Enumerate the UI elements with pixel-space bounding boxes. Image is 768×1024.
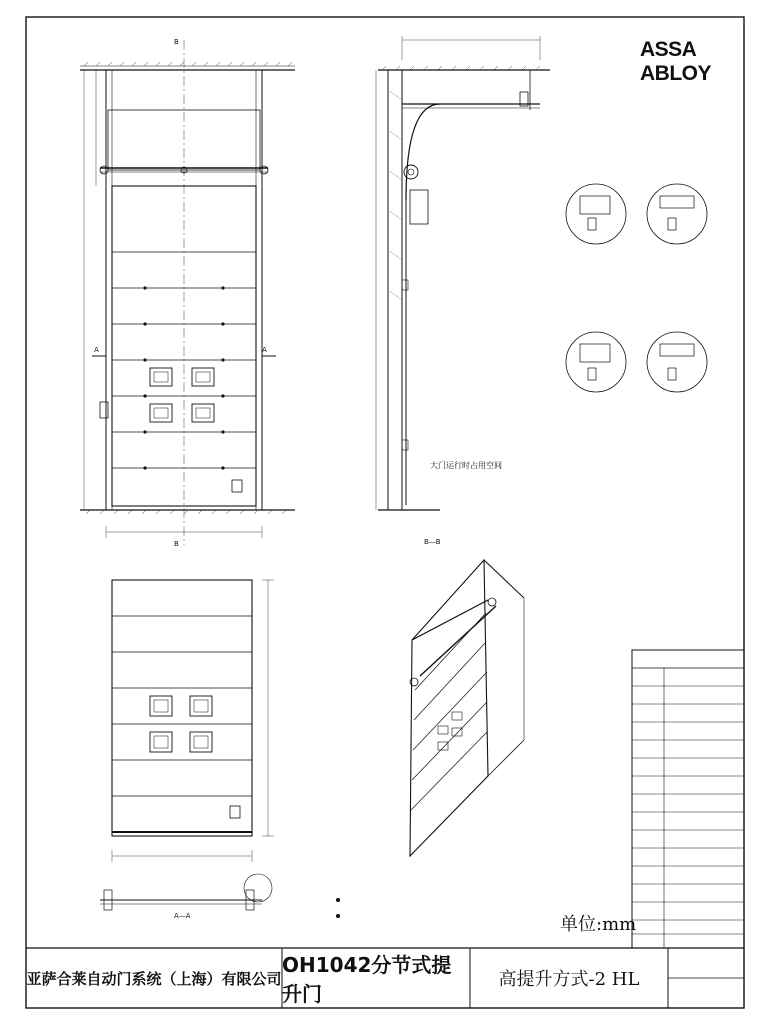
detail-circles bbox=[566, 184, 707, 392]
bb-caption: B—B bbox=[424, 538, 441, 546]
door-space-note: 大门运行时占用空间 bbox=[430, 461, 502, 470]
section-b-marker-top: B bbox=[174, 38, 179, 46]
sheet-border bbox=[26, 17, 744, 1008]
section-aa-elevation bbox=[100, 580, 274, 910]
company-name: 亚萨合莱自动门系统（上海）有限公司 bbox=[26, 969, 282, 988]
section-a-marker-left: A bbox=[94, 346, 99, 354]
front-elevation bbox=[80, 40, 295, 545]
lift-type: 高提升方式-2 HL bbox=[498, 969, 640, 990]
section-b-marker-bottom: B bbox=[174, 540, 179, 548]
assa-abloy-logo: ASSA ABLOY bbox=[640, 38, 711, 85]
isometric-door-view bbox=[410, 560, 524, 856]
section-a-marker-right: A bbox=[262, 346, 267, 354]
product-name: OH1042分节式提升门 bbox=[282, 953, 452, 1006]
unit-label: 单位:mm bbox=[560, 914, 637, 935]
side-section-bb bbox=[376, 36, 550, 510]
spec-table bbox=[632, 650, 744, 948]
notes-block bbox=[336, 898, 340, 918]
aa-caption: A—A bbox=[174, 912, 191, 920]
